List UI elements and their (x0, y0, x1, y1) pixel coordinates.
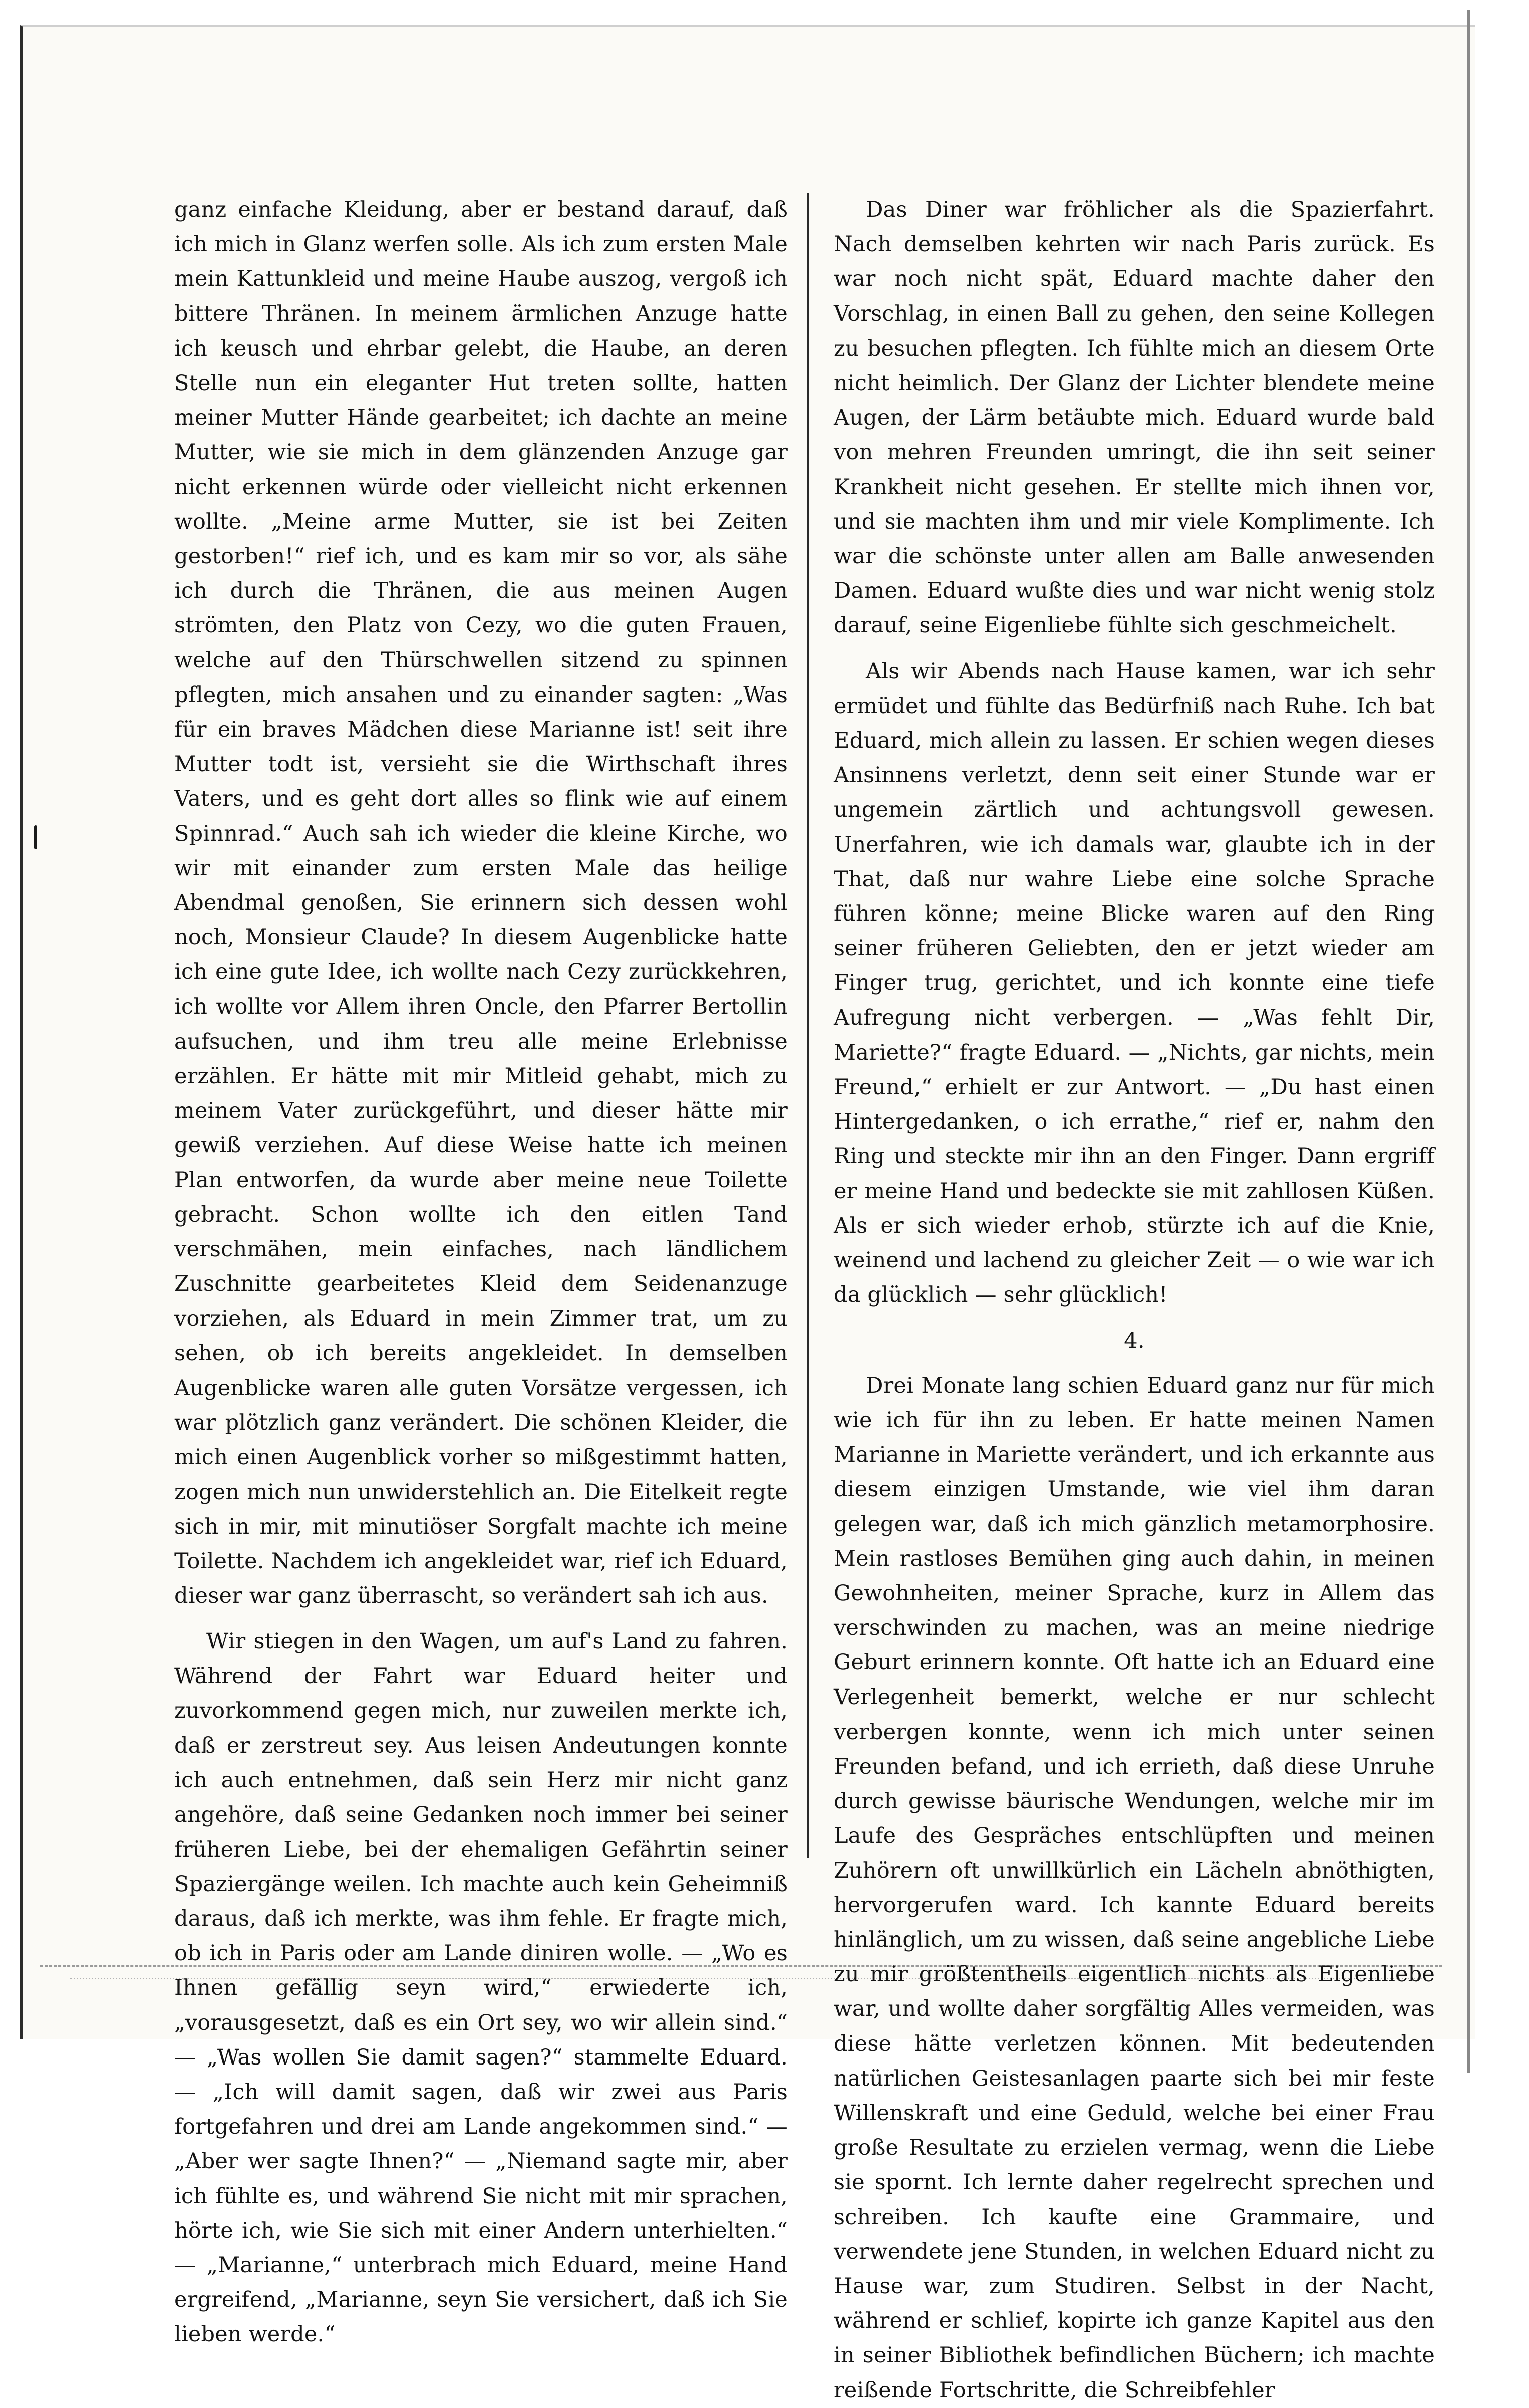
right-paragraph-2: Als wir Abends nach Hause kamen, war ich sehr ermüdet und fühlte das Bedürfniß nach Ruhe. Ich bat Eduard, mich allein zu lassen. Er schien wegen dieses Ansinnens verletzt, denn seit einer Stunde war er ungemein zärtlich und achtungsvoll gewesen. Unerfahren, wie ich damals war, glaubte ich in der That, daß nur wahre Liebe eine solche Sprache führen könne; meine Blicke waren auf den Ring seiner früheren Geliebten, den er jetzt wieder am Finger trug, gerichtet, und ich konnte eine tiefe Aufregung nicht verbergen. — „Was fehlt Dir, Mariette?“ fragte Eduard. — „Nichts, gar nichts, mein Freund,“ erhielt er zur Antwort. — „Du hast einen Hintergedanken, o ich errathe,“ rief er, nahm den Ring und steckte mir ihn an den Finger. Dann ergriff er meine Hand und bedeckte sie mit zahllosen Küßen. Als er sich wieder erhob, stürzte ich auf die Knie, weinend und lachend zu gleicher Zeit — o wie war ich da glücklich — sehr glücklich! (834, 658, 1435, 1308)
left-column (174, 193, 788, 2352)
right-paragraph-1: Das Diner war fröhlicher als die Spazierfahrt. Nach demselben kehrten wir nach Paris zurück. Es war noch nicht spät, Eduard machte daher den Vorschlag, in einen Ball zu gehen, den seine Kollegen zu besuchen pflegten. Ich fühlte mich an diesem Orte nicht heimlich. Der Glanz der Lichter blendete meine Augen, der Lärm betäubte mich. Eduard wurde bald von mehren Freunden umringt, die ihn seit seiner Krankheit nicht gesehen. Er stellte mich ihnen vor, und sie machten ihm und mir viele Komplimente. Ich war die schönste unter allen am Balle anwesenden Damen. Eduard wußte dies und war nicht wenig stolz darauf, seine Eigenliebe fühlte sich geschmeichelt. (834, 197, 1435, 638)
margin-mark (34, 825, 37, 849)
page-edge-right (1467, 10, 1470, 2073)
left-paragraph-2: Wir stiegen in den Wagen, um auf's Land zu fahren. Während der Fahrt war Eduard heiter und zuvorkommend gegen mich, nur zuweilen merkte ich, daß er zerstreut sey. Aus leisen Andeutungen konnte ich auch entnehmen, daß sein Herz mir nicht ganz angehöre, daß seine Gedanken noch immer bei seiner früheren Liebe, bei der ehemaligen Gefährtin seiner Spaziergänge weilen. Ich machte auch kein Geheimniß daraus, daß ich merkte, was ihm fehle. Er fragte mich, ob ich in Paris oder am Lande diniren wolle. — „Wo es Ihnen gefällig seyn wird,“ erwiederte ich, „vorausgesetzt, daß es ein Ort sey, wo wir allein sind.“ — „Was wollen Sie damit sagen?“ stammelte Eduard. — „Ich will damit sagen, daß wir zwei aus Paris fortgefahren und drei am Lande angekommen sind.“ — „Aber wer sagte Ihnen?“ — „Niemand sagte mir, aber ich fühlte es, und während Sie nicht mit mir sprachen, hörte ich, wie Sie sich mit einer Andern unterhielten.“ — „Marianne,“ unterbrach mich Eduard, meine Hand ergreifend, „Marianne, seyn Sie versichert, daß ich Sie lieben werde.“ (174, 1629, 788, 2347)
right-column (834, 193, 1435, 2408)
left-paragraph-1: ganz einfache Kleidung, aber er bestand darauf, daß ich mich in Glanz werfen solle. Als ich zum ersten Male mein Kattunkleid und meine Haube auszog, vergoß ich bittere Thränen. In meinem ärmlichen Anzuge hatte ich keusch und ehrbar gelebt, die Haube, an deren Stelle nun ein eleganter Hut treten sollte, hatten meiner Mutter Hände gearbeitet; ich dachte an meine Mutter, wie sie mich in dem glänzenden Anzuge gar nicht erkennen würde oder vielleicht nicht erkennen wollte. „Meine arme Mutter, sie ist bei Zeiten gestorben!“ rief ich, und es kam mir so vor, als sähe ich durch die Thränen, die aus meinen Augen strömten, den Platz von Cezy, wo die guten Frauen, welche auf den Thürschwellen sitzend zu spinnen pflegten, mich ansahen und zu einander sagten: „Was für ein braves Mädchen diese Marianne ist! seit ihre Mutter todt ist, versieht sie die Wirthschaft ihres Vaters, und es geht dort alles so flink wie auf einem Spinnrad.“ Auch sah ich wieder die kleine Kirche, wo wir mit einander zum ersten Male das heilige Abendmal genoßen, Sie erinnern sich dessen wohl noch, Monsieur Claude? In diesem Augenblicke hatte ich eine gute Idee, ich wollte nach Cezy zurückkehren, ich wollte vor Allem ihren Oncle, den Pfarrer Bertollin aufsuchen, und ihm treu alle meine Erlebnisse erzählen. Er hätte mit mir Mitleid gehabt, mich zu meinem Vater zurückgeführt, und dieser hätte mir gewiß verziehen. Auf diese Weise hatte ich meinen Plan entworfen, da wurde aber meine neue Toilette gebracht. Schon wollte ich den eitlen Tand verschmähen, mein einfaches, nach ländlichem Zuschnitte gearbeitetes Kleid dem Seidenanzuge vorziehen, als Eduard in mein Zimmer trat, um zu sehen, ob ich bereits angekleidet. In demselben Augenblicke waren alle guten Vorsätze vergessen, ich war plötzlich ganz verändert. Die schönen Kleider, die mich einen Augenblick vorher so mißgestimmt hatten, zogen mich nun unwiderstehlich an. Die Eitelkeit regte sich in mir, mit minutiöser Sorgfalt machte ich meine Toilette. Nachdem ich angekleidet war, rief ich Eduard, dieser war ganz überrascht, so verändert sah ich aus. (174, 197, 788, 1609)
right-paragraph-3: Drei Monate lang schien Eduard ganz nur für mich wie ich für ihn zu leben. Er hatte meinen Namen Marianne in Mariette verändert, und ich erkannte aus diesem einzigen Umstande, wie viel ihm daran gelegen war, daß ich mich gänzlich metamorphosire. Mein rastloses Bemühen ging auch dahin, in meinen Gewohnheiten, meiner Sprache, kurz in Allem das verschwinden zu machen, was an meine niedrige Geburt erinnern konnte. Oft hatte ich an Eduard eine Verlegenheit bemerkt, welche er nur schlecht verbergen konnte, wenn ich mich unter seinen Freunden befand, und ich errieth, daß diese Unruhe durch gewisse bäurische Wendungen, welche mir im Laufe des Gespräches entschlüpften und meinen Zuhörern oft unwillkürlich ein Lächeln abnöthigten, hervorgerufen ward. Ich kannte Eduard bereits hinlänglich, um zu wissen, daß seine angebliche Liebe zu mir größtentheils eigentlich nichts als Eigenliebe war, und wollte daher sorgfältig Alles vermeiden, was diese hätte verletzen können. Mit bedeutenden natürlichen Geistesanlagen paarte sich bei mir feste Willenskraft und eine Geduld, welche bei einer Frau große Resultate zu erzielen vermag, wenn die Liebe sie spornt. Ich lernte daher regelrecht sprechen und schreiben. Ich kaufte eine Grammaire, und verwendete jene Stunden, in welchen Eduard nicht zu Hause war, zum Studiren. Selbst in der Nacht, während er schlief, kopirte ich ganze Kapitel aus den in seiner Bibliothek befindlichen Büchern; ich machte reißende Fortschritte, die Schreibfehler (834, 1372, 1435, 2403)
section-number: 4. (1124, 1328, 1145, 1353)
column-divider (807, 193, 809, 1858)
